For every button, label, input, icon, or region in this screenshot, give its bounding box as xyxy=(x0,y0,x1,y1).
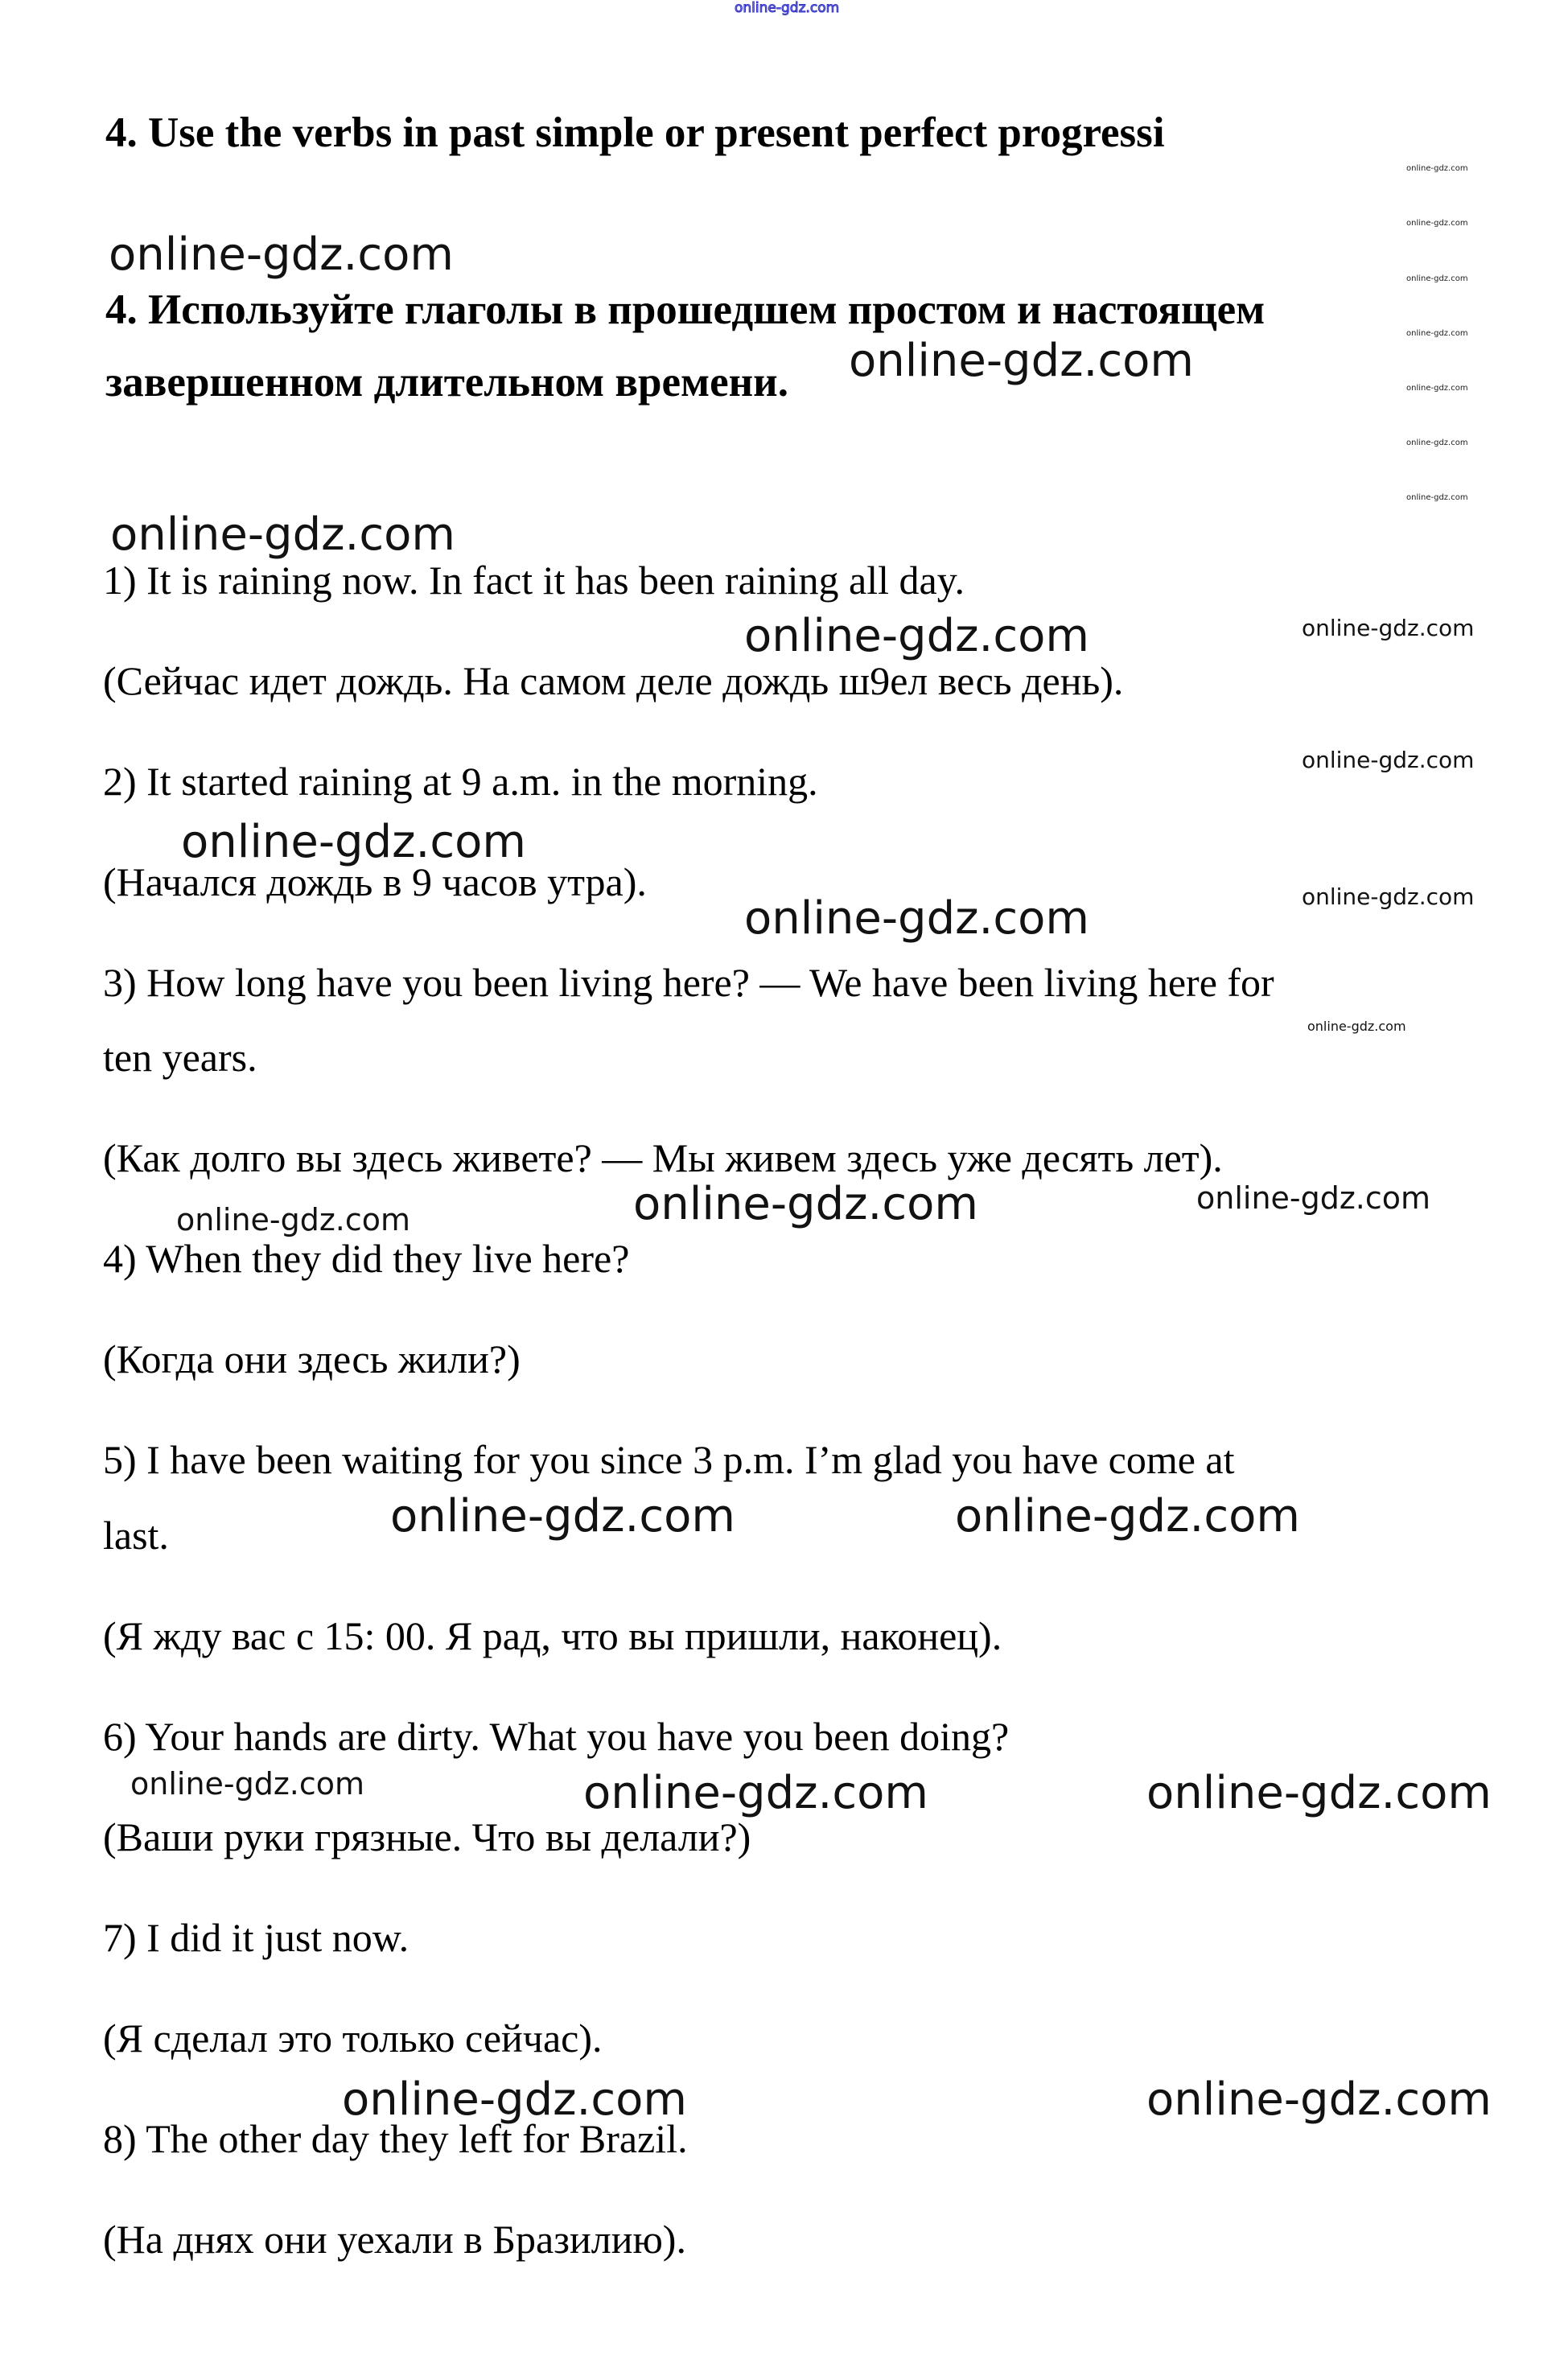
exercise-item-8-en: 8) The other day they left for Brazil. xyxy=(103,2116,688,2161)
watermark-large: online-gdz.com xyxy=(1146,2073,1492,2126)
watermark-tiny: online-gdz.com xyxy=(1406,329,1468,338)
watermark-large: online-gdz.com xyxy=(744,610,1089,662)
exercise-item-5-ru: (Я жду вас с 15: 00. Я рад, что вы пришли, наконец). xyxy=(103,1613,1002,1658)
exercise-item-1-en: 1) It is raining now. In fact it has been raining all day. xyxy=(103,558,965,603)
watermark-large: online-gdz.com xyxy=(583,1767,928,1819)
exercise-heading-ru-line2: завершенном длительном времени. xyxy=(105,359,788,406)
watermark-large: online-gdz.com xyxy=(110,509,455,561)
watermark-medium: online-gdz.com xyxy=(1302,747,1475,773)
watermark-large: online-gdz.com xyxy=(849,335,1194,387)
watermark-large: online-gdz.com xyxy=(342,2073,687,2126)
watermark-large: online-gdz.com xyxy=(390,1490,735,1542)
watermark-large: online-gdz.com xyxy=(955,1490,1300,1542)
exercise-item-1-ru: (Сейчас идет дождь. На самом деле дождь ш9ел весь день). xyxy=(103,658,1124,703)
exercise-item-7-en: 7) I did it just now. xyxy=(103,1915,409,1960)
watermark-tiny: online-gdz.com xyxy=(1406,384,1468,393)
watermark-tiny: online-gdz.com xyxy=(1406,274,1468,283)
watermark-large: online-gdz.com xyxy=(633,1178,978,1230)
watermark-small: online-gdz.com xyxy=(1307,1019,1406,1034)
exercise-item-2-ru: (Начался дождь в 9 часов утра). xyxy=(103,859,647,904)
exercise-item-6-ru: (Ваши руки грязные. Что вы делали?) xyxy=(103,1814,751,1859)
watermark-medium-large: online-gdz.com xyxy=(176,1202,411,1237)
watermark-tiny: online-gdz.com xyxy=(1406,439,1468,447)
watermark-top-blue: online-gdz.com xyxy=(735,0,840,16)
exercise-item-7-ru: (Я сделал это только сейчас). xyxy=(103,2016,603,2061)
watermark-medium: online-gdz.com xyxy=(1302,883,1475,910)
exercise-item-4-ru: (Когда они здесь жили?) xyxy=(103,1336,521,1382)
exercise-heading-en: 4. Use the verbs in past simple or present perfect progressi xyxy=(105,109,1165,156)
exercise-heading-ru-line1: 4. Используйте глаголы в прошедшем простом и настоящем xyxy=(105,286,1266,333)
exercise-item-2-en: 2) It started raining at 9 a.m. in the morning. xyxy=(103,759,818,804)
watermark-tiny: online-gdz.com xyxy=(1406,219,1468,228)
watermark-large: online-gdz.com xyxy=(181,816,526,868)
watermark-medium-large: online-gdz.com xyxy=(130,1766,365,1802)
exercise-item-3-ru: (Как долго вы здесь живете? — Мы живем здесь уже десять лет). xyxy=(103,1135,1223,1180)
watermark-large: online-gdz.com xyxy=(744,892,1089,945)
watermark-medium-large: online-gdz.com xyxy=(1196,1180,1431,1216)
watermark-medium: online-gdz.com xyxy=(1302,615,1475,641)
watermark-tiny: online-gdz.com xyxy=(1406,164,1468,173)
watermark-large: online-gdz.com xyxy=(1146,1767,1492,1819)
exercise-item-3-en-line1: 3) How long have you been living here? — We have been living here for xyxy=(103,960,1274,1005)
exercise-item-8-ru: (На днях они уехали в Бразилию). xyxy=(103,2217,686,2262)
exercise-item-5-en-line2: last. xyxy=(103,1513,169,1558)
watermark-large: online-gdz.com xyxy=(109,229,454,281)
watermark-tiny: online-gdz.com xyxy=(1406,493,1468,502)
exercise-item-3-en-line2: ten years. xyxy=(103,1035,257,1080)
exercise-item-4-en: 4) When they did they live here? xyxy=(103,1236,630,1281)
exercise-item-5-en-line1: 5) I have been waiting for you since 3 p.m. I’m glad you have come at xyxy=(103,1437,1235,1482)
exercise-item-6-en: 6) Your hands are dirty. What you have you been doing? xyxy=(103,1714,1010,1759)
